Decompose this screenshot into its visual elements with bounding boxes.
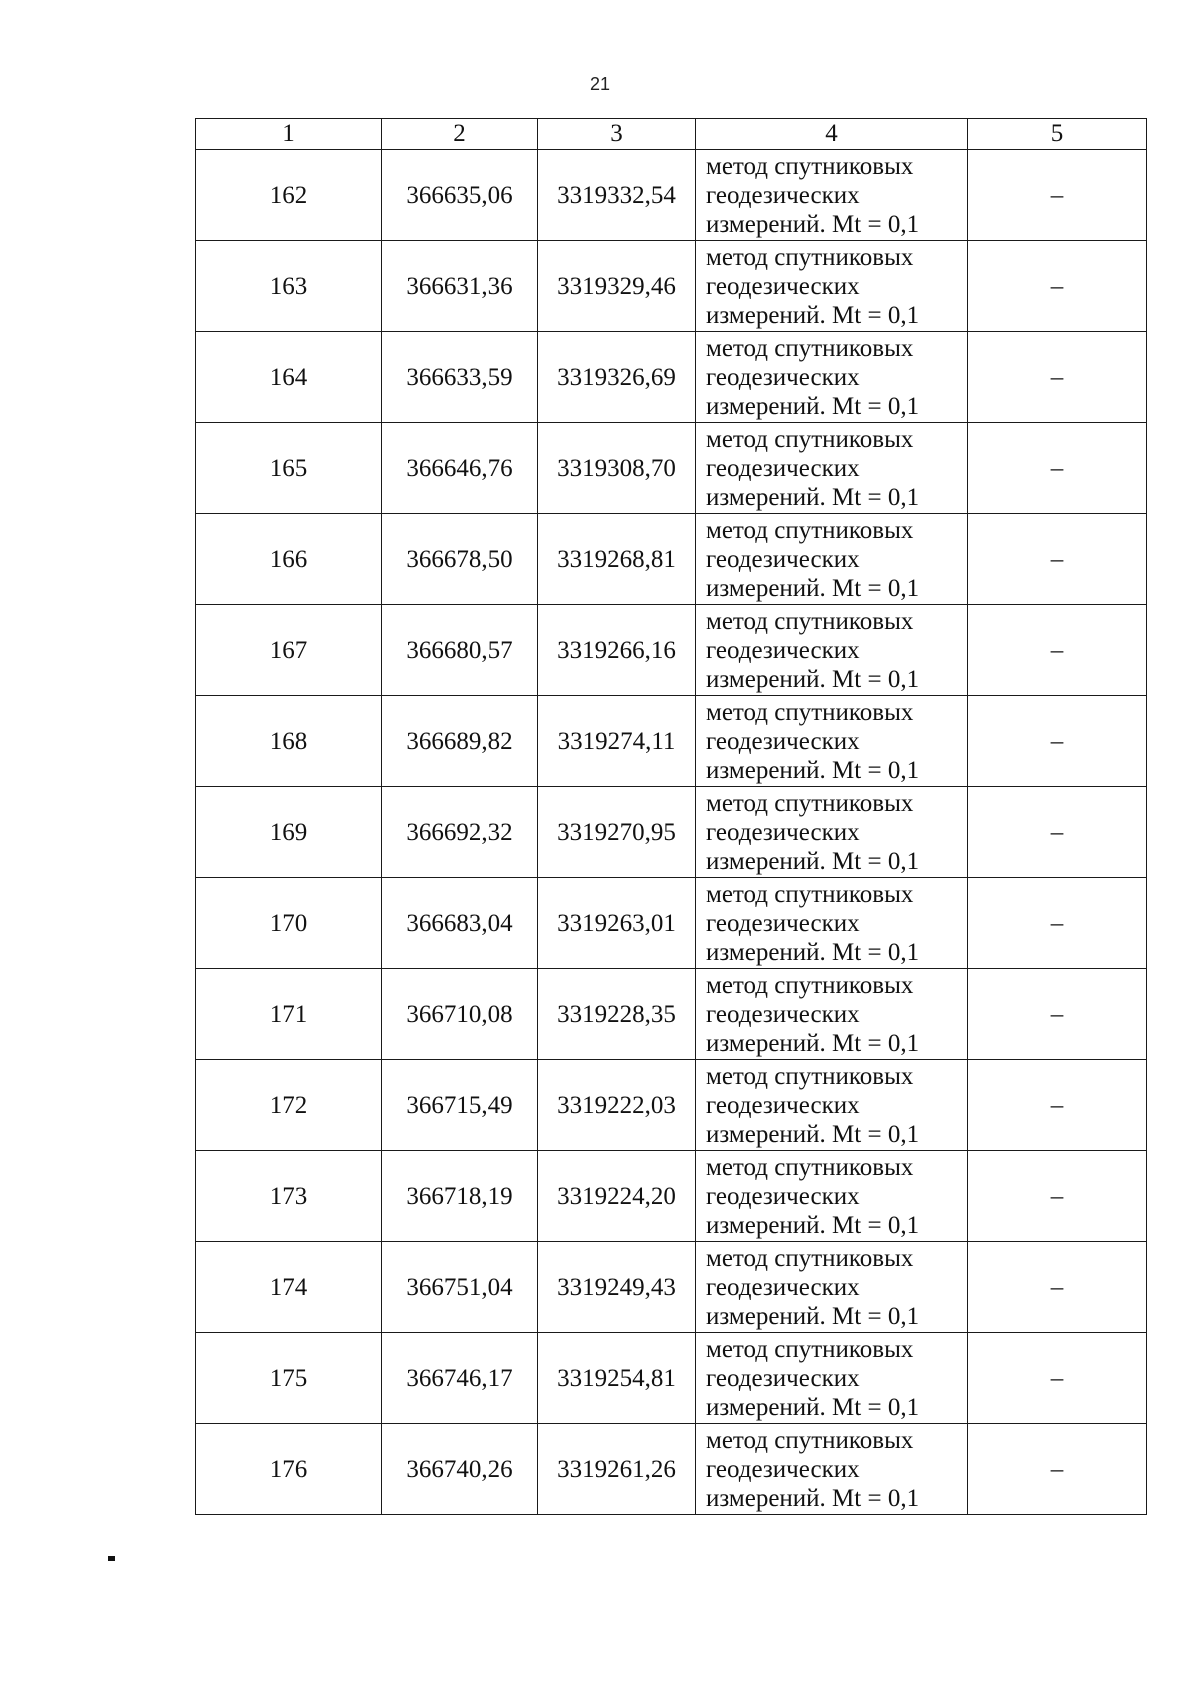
header-row <box>196 119 1147 150</box>
table-row <box>196 605 1147 696</box>
method-line: измерений. Mt = 0,1 <box>706 1302 920 1330</box>
method-line: геодезических <box>706 181 860 209</box>
method-line: измерений. Mt = 0,1 <box>706 847 920 875</box>
method-line: измерений. Mt = 0,1 <box>706 665 920 693</box>
table-header <box>196 119 1147 150</box>
y-coordinate-cell: 3319332,54 <box>538 150 696 241</box>
method-cell <box>696 514 968 605</box>
table-row <box>196 1060 1147 1151</box>
y-coordinate-cell: 3319268,81 <box>538 514 696 605</box>
method-line: метод спутниковых <box>706 334 914 362</box>
x-coordinate-cell: 366635,06 <box>382 150 538 241</box>
table-row <box>196 969 1147 1060</box>
method-line: геодезических <box>706 363 860 391</box>
method-cell <box>696 969 968 1060</box>
x-coordinate-cell: 366751,04 <box>382 1242 538 1333</box>
method-line: геодезических <box>706 1000 860 1028</box>
method-line: измерений. Mt = 0,1 <box>706 1484 920 1512</box>
method-line: метод спутниковых <box>706 607 914 635</box>
point-number-cell: 169 <box>196 787 382 878</box>
method-line: геодезических <box>706 1364 860 1392</box>
method-cell <box>696 1424 968 1515</box>
method-cell <box>696 1333 968 1424</box>
x-coordinate-cell: 366689,82 <box>382 696 538 787</box>
y-coordinate-cell: 3319266,16 <box>538 605 696 696</box>
table-row <box>196 787 1147 878</box>
stray-mark <box>108 1556 115 1561</box>
method-cell <box>696 605 968 696</box>
x-coordinate-cell: 366683,04 <box>382 878 538 969</box>
note-cell: – <box>968 787 1147 878</box>
point-number-cell: 166 <box>196 514 382 605</box>
table-row <box>196 1424 1147 1515</box>
method-line: геодезических <box>706 272 860 300</box>
method-cell <box>696 1242 968 1333</box>
note-cell: – <box>968 1060 1147 1151</box>
x-coordinate-cell: 366680,57 <box>382 605 538 696</box>
method-line: метод спутниковых <box>706 971 914 999</box>
method-line: измерений. Mt = 0,1 <box>706 574 920 602</box>
method-line: геодезических <box>706 1182 860 1210</box>
method-line: метод спутниковых <box>706 1244 914 1272</box>
method-line: метод спутниковых <box>706 516 914 544</box>
table-row <box>196 241 1147 332</box>
header-cell-2: 2 <box>382 119 538 150</box>
method-cell <box>696 787 968 878</box>
point-number-cell: 163 <box>196 241 382 332</box>
method-cell <box>696 150 968 241</box>
method-line: метод спутниковых <box>706 152 914 180</box>
method-line: геодезических <box>706 1273 860 1301</box>
point-number-cell: 174 <box>196 1242 382 1333</box>
note-cell: – <box>968 1242 1147 1333</box>
point-number-cell: 167 <box>196 605 382 696</box>
method-line: геодезических <box>706 545 860 573</box>
y-coordinate-cell: 3319270,95 <box>538 787 696 878</box>
method-line: метод спутниковых <box>706 880 914 908</box>
x-coordinate-cell: 366678,50 <box>382 514 538 605</box>
x-coordinate-cell: 366715,49 <box>382 1060 538 1151</box>
method-line: измерений. Mt = 0,1 <box>706 392 920 420</box>
point-number-cell: 168 <box>196 696 382 787</box>
table-body <box>196 150 1147 1515</box>
method-line: геодезических <box>706 909 860 937</box>
note-cell: – <box>968 696 1147 787</box>
method-line: геодезических <box>706 636 860 664</box>
note-cell: – <box>968 605 1147 696</box>
note-cell: – <box>968 1424 1147 1515</box>
table-row <box>196 1333 1147 1424</box>
note-cell: – <box>968 423 1147 514</box>
method-cell <box>696 1151 968 1242</box>
method-line: геодезических <box>706 454 860 482</box>
method-line: измерений. Mt = 0,1 <box>706 1393 920 1421</box>
point-number-cell: 171 <box>196 969 382 1060</box>
header-cell-3: 3 <box>538 119 696 150</box>
method-line: метод спутниковых <box>706 1153 914 1181</box>
point-number-cell: 165 <box>196 423 382 514</box>
note-cell: – <box>968 514 1147 605</box>
y-coordinate-cell: 3319224,20 <box>538 1151 696 1242</box>
method-line: измерений. Mt = 0,1 <box>706 756 920 784</box>
x-coordinate-cell: 366710,08 <box>382 969 538 1060</box>
method-line: метод спутниковых <box>706 698 914 726</box>
y-coordinate-cell: 3319329,46 <box>538 241 696 332</box>
y-coordinate-cell: 3319326,69 <box>538 332 696 423</box>
point-number-cell: 176 <box>196 1424 382 1515</box>
y-coordinate-cell: 3319254,81 <box>538 1333 696 1424</box>
method-line: метод спутниковых <box>706 243 914 271</box>
point-number-cell: 172 <box>196 1060 382 1151</box>
note-cell: – <box>968 1333 1147 1424</box>
method-line: измерений. Mt = 0,1 <box>706 210 920 238</box>
table-row <box>196 878 1147 969</box>
method-cell <box>696 696 968 787</box>
y-coordinate-cell: 3319274,11 <box>538 696 696 787</box>
method-line: метод спутниковых <box>706 1062 914 1090</box>
method-line: метод спутниковых <box>706 1335 914 1363</box>
y-coordinate-cell: 3319263,01 <box>538 878 696 969</box>
y-coordinate-cell: 3319249,43 <box>538 1242 696 1333</box>
method-line: геодезических <box>706 818 860 846</box>
method-line: измерений. Mt = 0,1 <box>706 1211 920 1239</box>
table-row <box>196 1242 1147 1333</box>
method-line: геодезических <box>706 1091 860 1119</box>
note-cell: – <box>968 241 1147 332</box>
x-coordinate-cell: 366692,32 <box>382 787 538 878</box>
header-cell-1: 1 <box>196 119 382 150</box>
method-line: метод спутниковых <box>706 789 914 817</box>
table-row <box>196 696 1147 787</box>
method-cell <box>696 1060 968 1151</box>
note-cell: – <box>968 878 1147 969</box>
point-number-cell: 164 <box>196 332 382 423</box>
table-row <box>196 332 1147 423</box>
note-cell: – <box>968 969 1147 1060</box>
y-coordinate-cell: 3319261,26 <box>538 1424 696 1515</box>
table-row <box>196 514 1147 605</box>
method-cell <box>696 241 968 332</box>
x-coordinate-cell: 366631,36 <box>382 241 538 332</box>
table-row <box>196 150 1147 241</box>
x-coordinate-cell: 366633,59 <box>382 332 538 423</box>
point-number-cell: 173 <box>196 1151 382 1242</box>
point-number-cell: 175 <box>196 1333 382 1424</box>
note-cell: – <box>968 150 1147 241</box>
method-cell <box>696 423 968 514</box>
x-coordinate-cell: 366740,26 <box>382 1424 538 1515</box>
y-coordinate-cell: 3319228,35 <box>538 969 696 1060</box>
x-coordinate-cell: 366646,76 <box>382 423 538 514</box>
method-line: измерений. Mt = 0,1 <box>706 301 920 329</box>
coordinates-table <box>195 118 1147 1515</box>
method-cell <box>696 332 968 423</box>
page-number: 21 <box>589 74 611 94</box>
method-line: метод спутниковых <box>706 425 914 453</box>
y-coordinate-cell: 3319222,03 <box>538 1060 696 1151</box>
method-line: измерений. Mt = 0,1 <box>706 938 920 966</box>
method-line: измерений. Mt = 0,1 <box>706 483 920 511</box>
point-number-cell: 162 <box>196 150 382 241</box>
method-line: геодезических <box>706 1455 860 1483</box>
method-line: измерений. Mt = 0,1 <box>706 1029 920 1057</box>
method-cell <box>696 878 968 969</box>
method-line: метод спутниковых <box>706 1426 914 1454</box>
method-line: геодезических <box>706 727 860 755</box>
x-coordinate-cell: 366718,19 <box>382 1151 538 1242</box>
note-cell: – <box>968 332 1147 423</box>
header-cell-5: 5 <box>968 119 1147 150</box>
table-row <box>196 423 1147 514</box>
x-coordinate-cell: 366746,17 <box>382 1333 538 1424</box>
y-coordinate-cell: 3319308,70 <box>538 423 696 514</box>
header-cell-4: 4 <box>696 119 968 150</box>
method-line: измерений. Mt = 0,1 <box>706 1120 920 1148</box>
note-cell: – <box>968 1151 1147 1242</box>
table-row <box>196 1151 1147 1242</box>
point-number-cell: 170 <box>196 878 382 969</box>
